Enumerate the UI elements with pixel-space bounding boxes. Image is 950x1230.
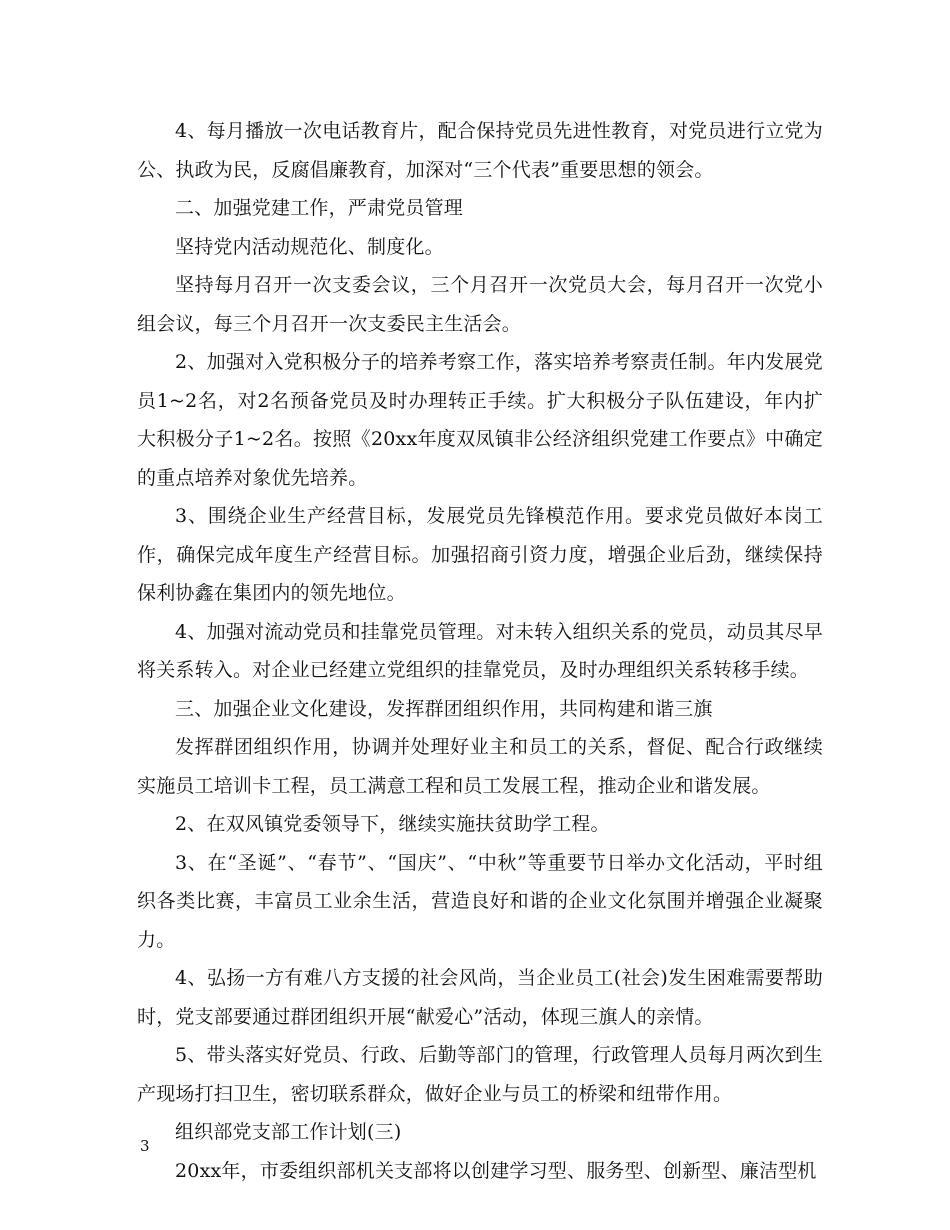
paragraph: 2、在双风镇党委领导下，继续实施扶贫助学工程。 (175, 813, 610, 835)
paragraph: 3、围绕企业生产经营目标，发展党员先锋模范作用。要求党员做好本岗工作，确保完成年度生产经营目标。加强招商引资力度，增强企业后劲，继续保持保利协鑫在集团内的领先地位。 (137, 505, 823, 604)
paragraph: 发挥群团组织作用，协调并处理好业主和员工的关系，督促、配合行政继续实施员工培训卡工程，员工满意工程和员工发展工程，推动企业和谐发展。 (137, 736, 823, 797)
paragraph: 坚持每月召开一次支委会议，三个月召开一次党员大会，每月召开一次党小组会议，每三个月召开一次支委民主生活会。 (137, 274, 823, 335)
paragraph: 坚持党内活动规范化、制度化。 (175, 235, 444, 258)
paragraph: 5、带头落实好党员、行政、后勤等部门的管理，行政管理人员每月两次到生产现场打扫卫生，密切联系群众，做好企业与员工的桥梁和纽带作用。 (137, 1044, 823, 1105)
paragraph: 2、加强对入党积极分子的培养考察工作，落实培养考察责任制。年内发展党员1~2名，对2名预备党员及时办理转正手续。扩大积极分子队伍建设，年内扩大积极分子1~2名。按照《20xx年度双凤镇非公经济组织党建工作要点》中确定的重点培养对象优先培养。 (137, 351, 823, 489)
page-number: 3 (140, 1137, 150, 1155)
section-heading: 二、加强党建工作，严肃党员管理 (175, 197, 464, 219)
paragraph: 4、弘扬一方有难八方支援的社会风尚，当企业员工(社会)发生困难需要帮助时，党支部要通过群团组织开展“献爱心”活动，体现三旗人的亲情。 (137, 967, 823, 1028)
paragraph: 4、加强对流动党员和挂靠党员管理。对未转入组织关系的党员，动员其尽早将关系转入。对企业已经建立党组织的挂靠党员，及时办理组织关系转移手续。 (137, 620, 823, 681)
section-heading: 组织部党支部工作计划(三) (175, 1121, 402, 1143)
paragraph: 20xx年，市委组织部机关支部将以创建学习型、服务型、创新型、廉洁型机 (175, 1159, 817, 1182)
document-body (137, 112, 823, 1190)
paragraph: 4、每月播放一次电话教育片，配合保持党员先进性教育，对党员进行立党为公、执政为民，反腐倡廉教育，加深对“三个代表”重要思想的领会。 (137, 120, 823, 181)
section-heading: 三、加强企业文化建设，发挥群团组织作用，共同构建和谐三旗 (175, 697, 713, 720)
paragraph: 3、在“圣诞”、“春节”、“国庆”、“中秋”等重要节日举办文化活动，平时组织各类比赛，丰富员工业余生活，营造良好和谐的企业文化氛围并增强企业凝聚力。 (137, 851, 823, 951)
